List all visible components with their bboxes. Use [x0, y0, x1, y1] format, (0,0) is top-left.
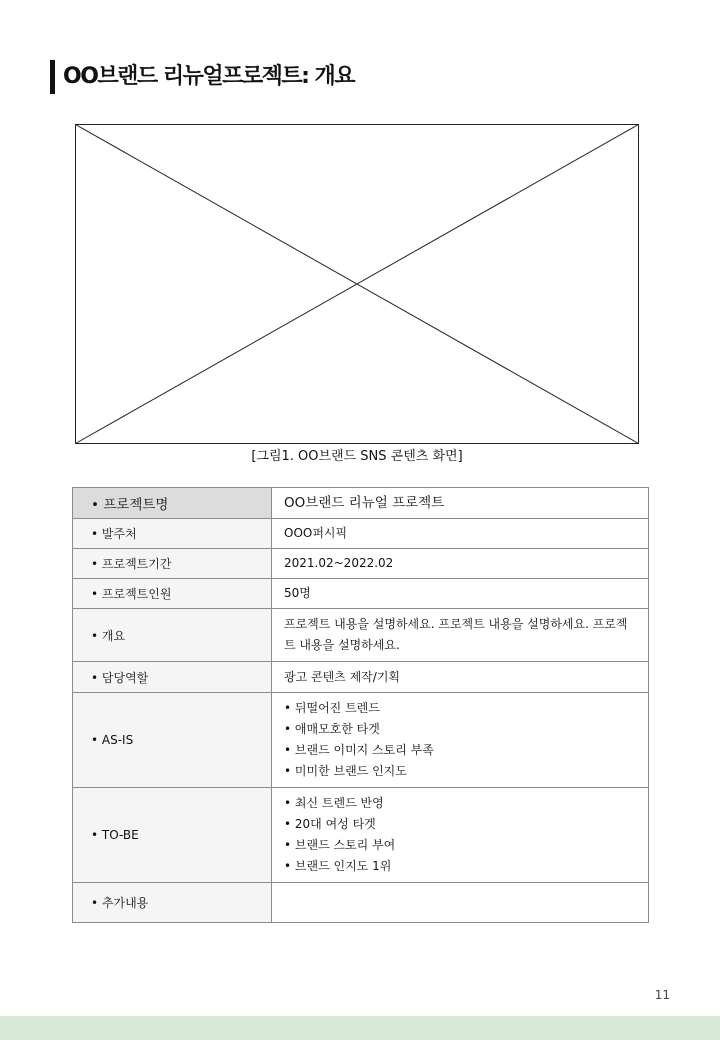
row-label-client: • 발주처	[73, 519, 272, 549]
row-value-role: 광고 콘텐츠 제작/기획	[272, 662, 649, 693]
row-label-as-is: • AS-IS	[73, 693, 272, 788]
list-item: • 브랜드 이미지 스토리 부족	[284, 740, 636, 761]
table-row	[73, 579, 649, 609]
table-row	[73, 883, 649, 923]
row-value-to-be	[272, 788, 649, 883]
project-info-table	[72, 487, 649, 923]
to-be-list	[284, 793, 636, 877]
row-value-extra	[272, 883, 649, 923]
list-item: • 애매모호한 타겟	[284, 719, 636, 740]
list-item: • 뒤떨어진 트렌드	[284, 698, 636, 719]
figure-caption: [그림1. OO브랜드 SNS 콘텐츠 화면]	[251, 449, 463, 464]
row-label-to-be: • TO-BE	[73, 788, 272, 883]
row-label-period: • 프로젝트기간	[73, 549, 272, 579]
list-item: • 브랜드 인지도 1위	[284, 856, 636, 877]
table-row	[73, 488, 649, 519]
title-accent-bar	[50, 60, 55, 94]
row-value-overview: 프로젝트 내용을 설명하세요. 프로젝트 내용을 설명하세요. 프로젝트 내용을 설명하세요.	[272, 609, 649, 662]
row-label-role: • 담당역할	[73, 662, 272, 693]
list-item: • 미미한 브랜드 인지도	[284, 761, 636, 782]
table-row	[73, 662, 649, 693]
row-label-project-name: • 프로젝트명	[73, 488, 272, 519]
page-number: 11	[654, 988, 670, 1002]
footer-band	[0, 1016, 720, 1040]
list-item: • 최신 트렌드 반영	[284, 793, 636, 814]
row-label-extra: • 추가내용	[73, 883, 272, 923]
row-label-staff: • 프로젝트인원	[73, 579, 272, 609]
list-item: • 20대 여성 타겟	[284, 814, 636, 835]
row-label-overview: • 개요	[73, 609, 272, 662]
list-item: • 브랜드 스토리 부여	[284, 835, 636, 856]
page-title: OO브랜드 리뉴얼프로젝트: 개요	[63, 64, 355, 89]
row-value-period: 2021.02~2022.02	[272, 549, 649, 579]
as-is-list	[284, 698, 636, 782]
row-value-client: OOO퍼시픽	[272, 519, 649, 549]
row-value-project-name: OO브랜드 리뉴얼 프로젝트	[272, 488, 649, 519]
table-row	[73, 609, 649, 662]
table-row	[73, 693, 649, 788]
image-placeholder	[75, 124, 639, 444]
table-row	[73, 549, 649, 579]
row-value-staff: 50명	[272, 579, 649, 609]
table-row	[73, 519, 649, 549]
row-value-as-is	[272, 693, 649, 788]
table-row	[73, 788, 649, 883]
